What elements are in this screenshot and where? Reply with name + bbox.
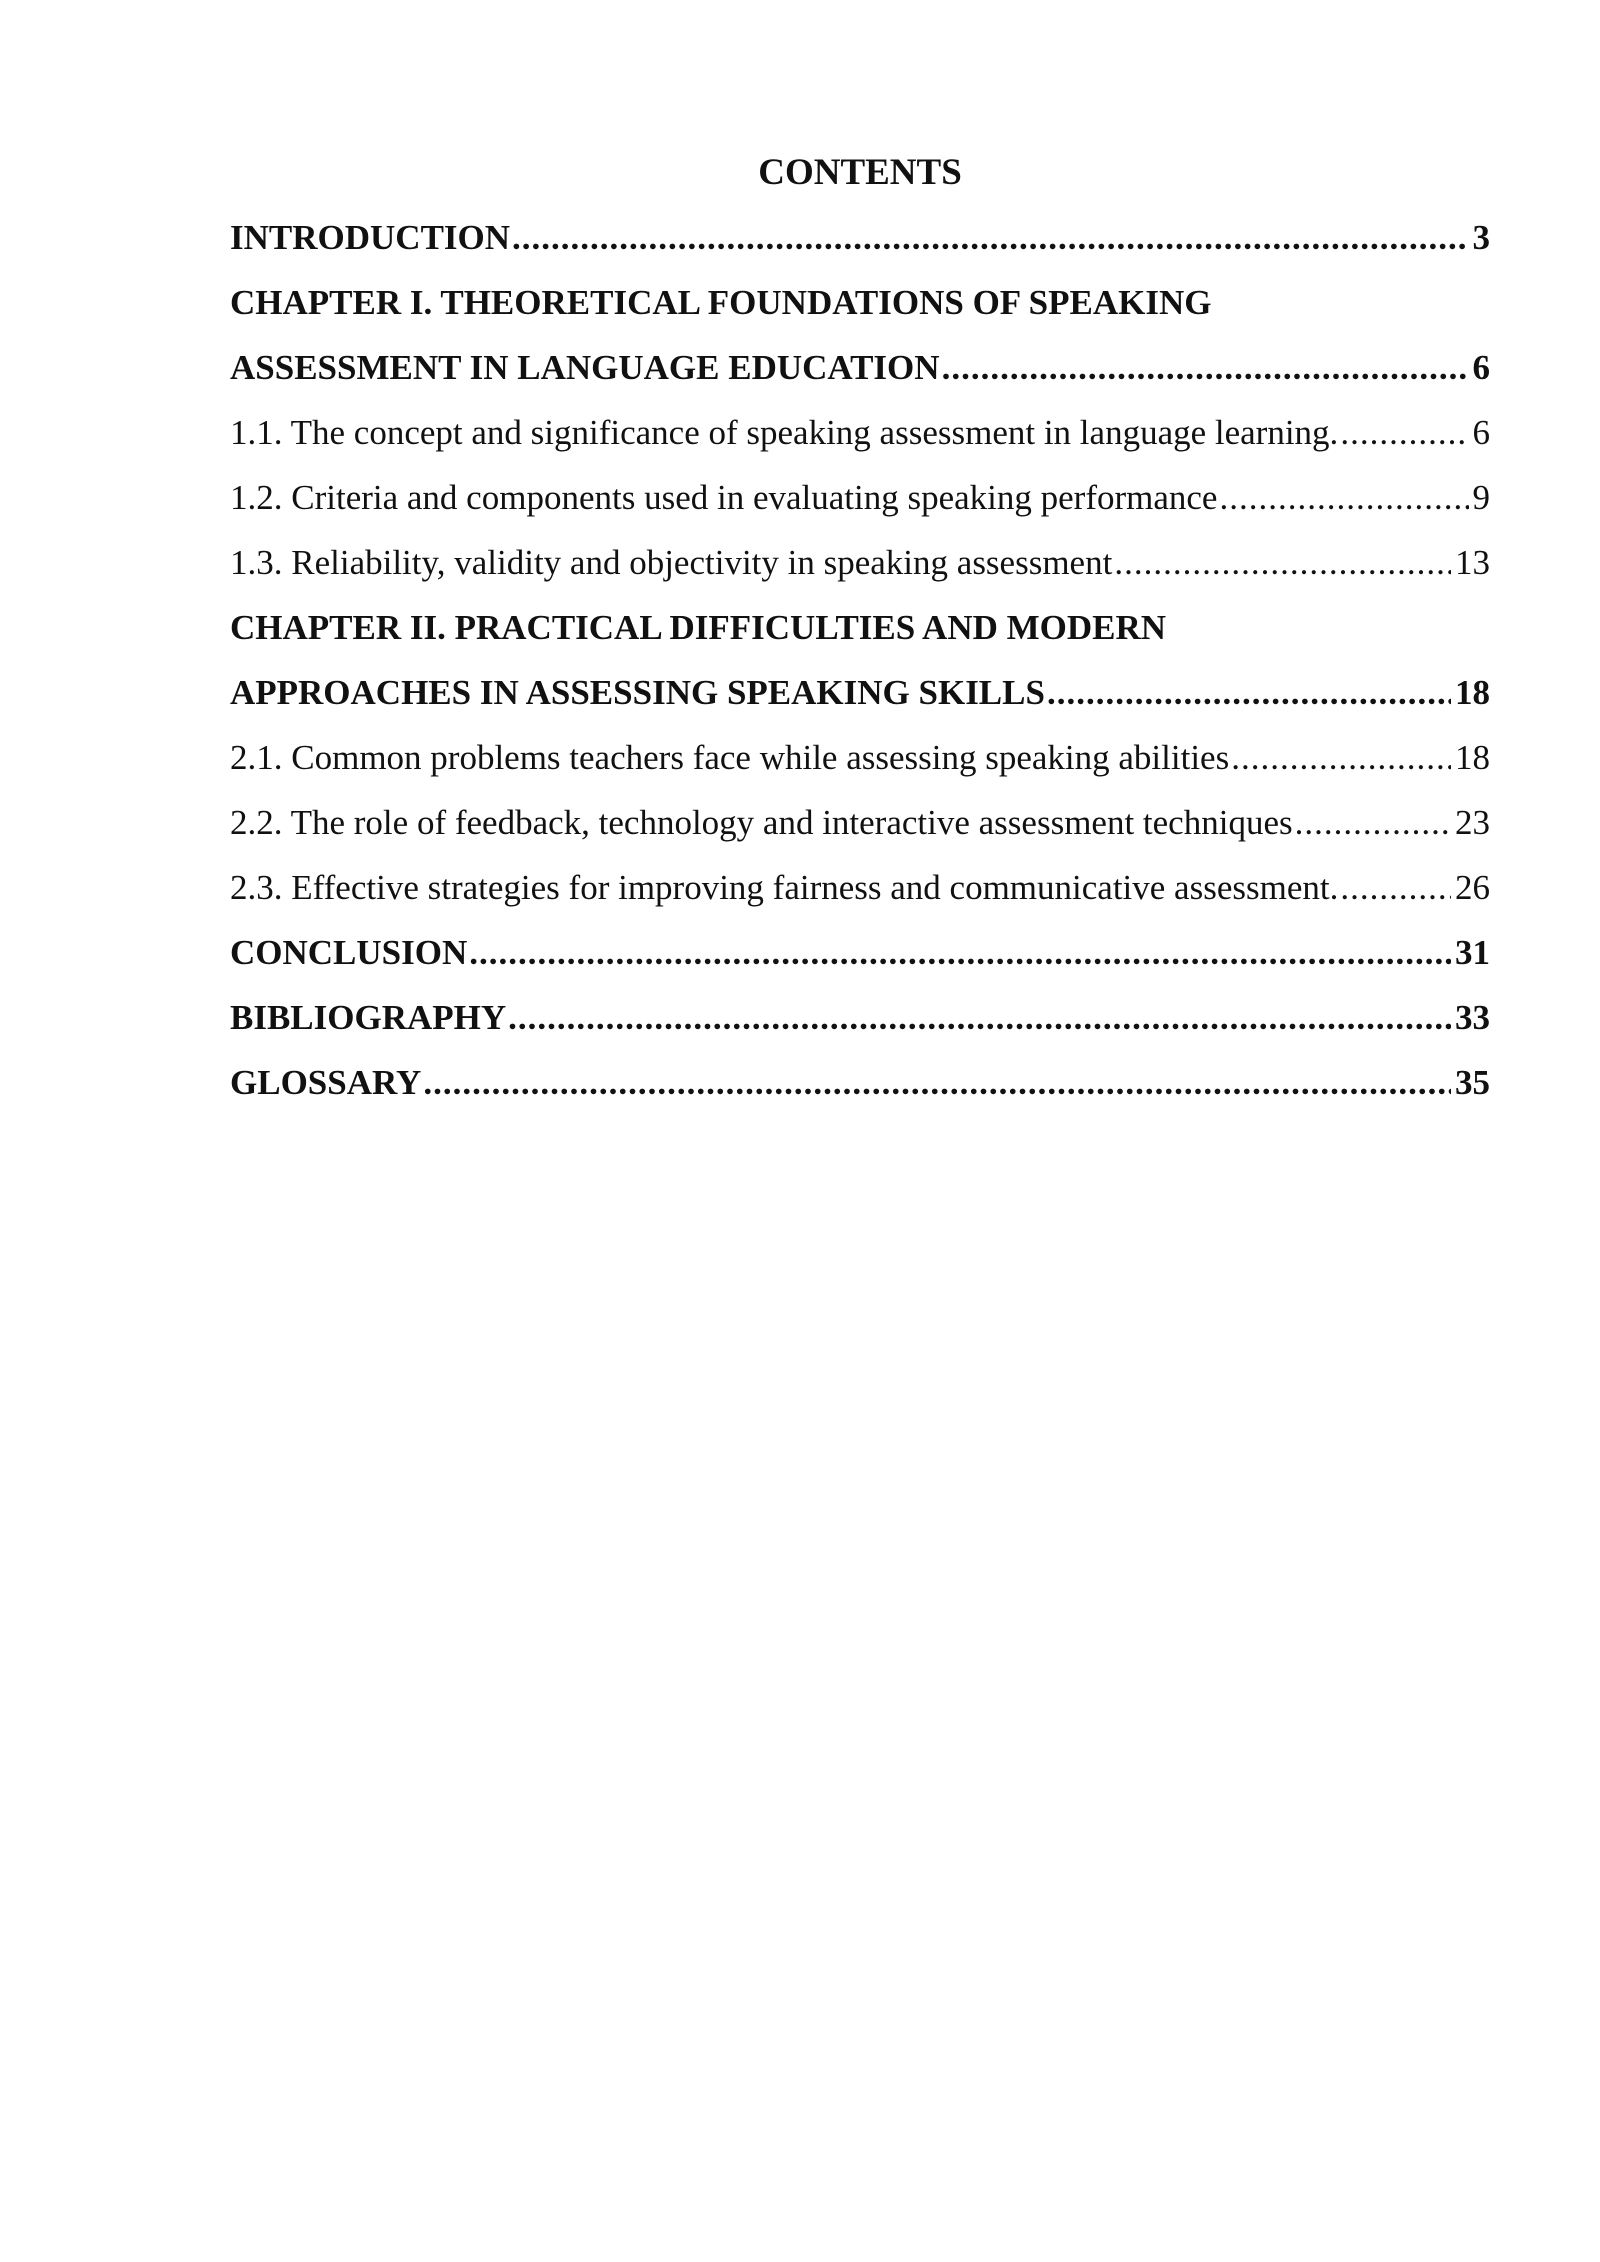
toc-entry-chapter-2[interactable] — [230, 595, 1490, 725]
toc-entry-2-2[interactable] — [230, 790, 1490, 855]
dot-leader — [1295, 790, 1451, 855]
dot-leader — [942, 335, 1469, 400]
toc-line — [230, 1050, 1490, 1115]
dot-leader — [1340, 400, 1468, 465]
toc-entry-title: 2.3. Effective strategies for improving fairness and communicative assessment. — [230, 868, 1339, 907]
toc-page-number: 33 — [1455, 998, 1490, 1037]
toc-entry-title-line1: CHAPTER I. THEORETICAL FOUNDATIONS OF SPEAKING — [230, 283, 1212, 322]
toc-line — [230, 335, 1490, 400]
toc-entry-2-3[interactable] — [230, 855, 1490, 920]
toc-page-number: 31 — [1455, 933, 1490, 972]
dot-leader — [1340, 855, 1451, 920]
toc-page-number: 35 — [1455, 1063, 1490, 1102]
dot-leader — [423, 1050, 1451, 1115]
toc-line — [230, 855, 1490, 920]
toc-line — [230, 985, 1490, 1050]
toc-line — [230, 725, 1490, 790]
toc-entry-title: APPROACHES IN ASSESSING SPEAKING SKILLS — [230, 673, 1045, 712]
toc-line — [230, 790, 1490, 855]
toc-entry-1-3[interactable] — [230, 530, 1490, 595]
toc-line — [230, 465, 1490, 530]
toc-entry-title: CONCLUSION — [230, 933, 468, 972]
toc-entry-1-1[interactable] — [230, 400, 1490, 465]
toc-page-number: 3 — [1472, 218, 1490, 257]
toc-entry-title: 1.2. Criteria and components used in evaluating speaking performance — [230, 478, 1218, 517]
contents-title: CONTENTS — [758, 152, 962, 193]
toc-page-number: 23 — [1455, 803, 1490, 842]
dot-leader — [508, 985, 1451, 1050]
toc-entry-chapter-1[interactable] — [230, 270, 1490, 400]
toc-page-number: 6 — [1472, 413, 1490, 452]
toc-page-number: 18 — [1455, 738, 1490, 777]
toc-line — [230, 920, 1490, 985]
toc-entry-bibliography[interactable] — [230, 985, 1490, 1050]
toc-entry-title-line1: CHAPTER II. PRACTICAL DIFFICULTIES AND MODERN — [230, 608, 1167, 647]
toc-page-number: 18 — [1455, 673, 1490, 712]
toc-line — [230, 660, 1490, 725]
toc-entry-title: INTRODUCTION — [230, 218, 511, 257]
toc-line — [230, 400, 1490, 465]
toc-entry-title: GLOSSARY — [230, 1063, 422, 1102]
dot-leader — [1219, 465, 1468, 530]
toc-page-number: 26 — [1455, 868, 1490, 907]
dot-leader — [1047, 660, 1451, 725]
toc-entry-introduction[interactable] — [230, 205, 1490, 270]
document-page — [230, 140, 1490, 1115]
toc-page-number: 6 — [1472, 348, 1490, 387]
dot-leader — [469, 920, 1451, 985]
toc-entry-title: BIBLIOGRAPHY — [230, 998, 507, 1037]
toc-page-number: 9 — [1472, 478, 1490, 517]
toc-line — [230, 595, 1490, 660]
toc-entry-1-2[interactable] — [230, 465, 1490, 530]
toc-line — [230, 530, 1490, 595]
toc-entry-glossary[interactable] — [230, 1050, 1490, 1115]
toc-line — [230, 270, 1490, 335]
toc-entry-title: ASSESSMENT IN LANGUAGE EDUCATION — [230, 348, 940, 387]
toc-entry-conclusion[interactable] — [230, 920, 1490, 985]
toc-page-number: 13 — [1455, 543, 1490, 582]
toc-entry-title: 2.2. The role of feedback, technology and interactive assessment techniques — [230, 803, 1293, 842]
dot-leader — [512, 205, 1468, 270]
toc-line — [230, 205, 1490, 270]
table-of-contents — [230, 205, 1490, 1115]
dot-leader — [1231, 725, 1451, 790]
toc-entry-2-1[interactable] — [230, 725, 1490, 790]
toc-entry-title: 1.3. Reliability, validity and objectivity in speaking assessment — [230, 543, 1113, 582]
toc-entry-title: 2.1. Common problems teachers face while assessing speaking abilities — [230, 738, 1230, 777]
toc-entry-title: 1.1. The concept and significance of speaking assessment in language learning. — [230, 413, 1339, 452]
dot-leader — [1114, 530, 1451, 595]
